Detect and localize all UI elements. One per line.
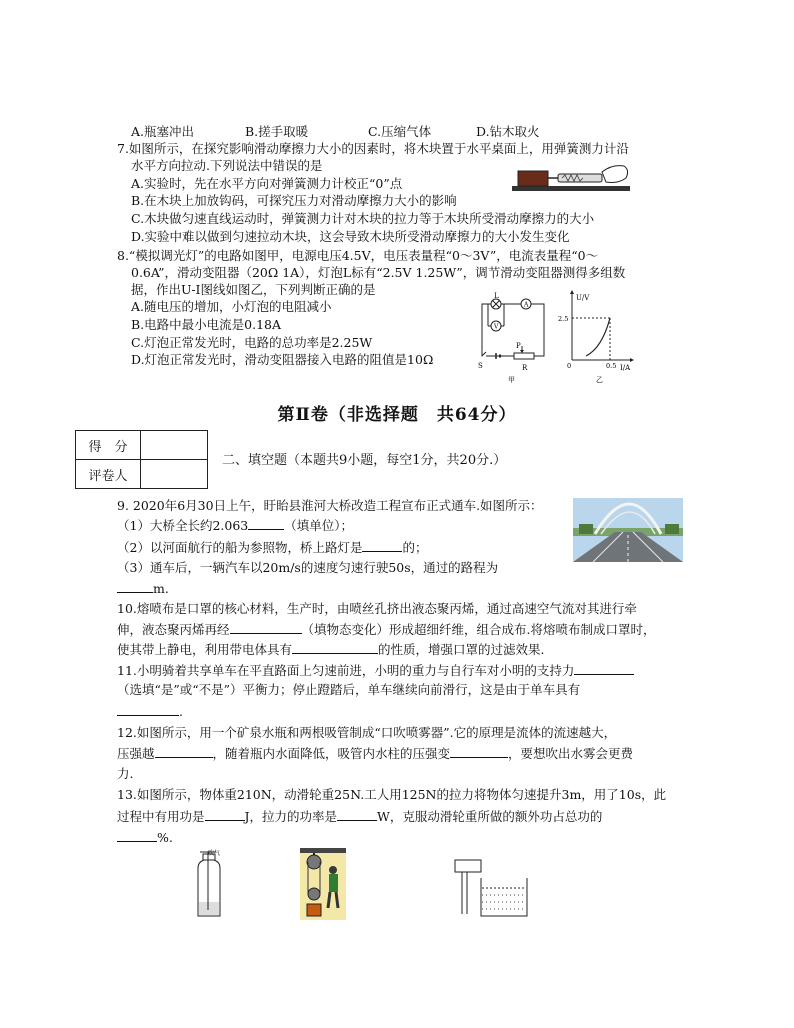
q13-line2 [117, 808, 602, 825]
q9-unit-m: m. [153, 581, 169, 596]
q12-line2-text: 压强越 [117, 746, 155, 761]
q6-option-c: C.压缩气体 [368, 124, 432, 139]
q9-part3-answer [117, 580, 169, 597]
q7-stem: 7.如图所示，在探究影响滑动摩擦力大小的因素时，将木块置于水平桌面上，用弹簧测力计沿 [117, 141, 629, 156]
q13-blank-work[interactable] [205, 808, 245, 821]
q11-line1 [117, 662, 634, 679]
tube-water-figure [449, 848, 529, 920]
q9-part1-text: （1）大桥全长约2.063 [117, 518, 249, 533]
q9-part2-text: （2）以河面航行的船为参照物，桥上路灯是 [117, 540, 363, 555]
q10-blank-property[interactable] [292, 641, 378, 654]
ui-graph-yi [558, 290, 634, 384]
q10-line1: 10.熔喷布是口罩的核心材料，生产时，由喷丝孔挤出液态聚丙烯，通过高速空气流对其进行牵 [117, 601, 637, 616]
q8-figure [474, 290, 634, 386]
q7-stem-cont: 水平方向拉动.下列说法中错误的是 [131, 158, 323, 173]
q9-part2-tail: 的； [402, 540, 428, 555]
q9-part1 [117, 517, 353, 534]
q8-stem-cont2: 据，作出U-I图线如图乙，下列判断正确的是 [131, 282, 376, 297]
label-V: V [494, 323, 499, 331]
q12-line3: 力. [117, 766, 134, 781]
q9-blank-distance[interactable] [117, 580, 153, 593]
q7-option-a: A.实验时，先在水平方向对弹簧测力计校正“0”点 [131, 176, 403, 191]
q12-line1: 12.如图所示，用一个矿泉水瓶和两根吸管制成“口吹喷雾器”.它的原理是流体的流速越大， [117, 725, 617, 740]
q7-option-c: C.木块做匀速直线运动时，弹簧测力计对木块的拉力等于木块所受滑动摩擦力的大小 [131, 211, 595, 226]
tick-2-5: 2.5 [558, 315, 569, 323]
q10-line3-text: 使其带上静电，利用带电体具有 [117, 642, 293, 657]
q11-blank-balance[interactable] [574, 662, 634, 675]
label-A: A [524, 301, 529, 309]
label-L: L [494, 292, 499, 300]
q8-option-c: C.灯泡正常发光时，电路的总功率是2.25W [131, 335, 373, 350]
q12-blank-change[interactable] [450, 745, 508, 758]
movable-pulley [308, 888, 320, 900]
pulley-worker-figure [300, 848, 346, 920]
grader-cell [141, 460, 208, 489]
q13-line3 [117, 829, 173, 846]
part-two-title: 第Ⅱ卷（非选择题 共64分） [277, 405, 517, 425]
q9-blank-motion[interactable] [362, 539, 402, 552]
label-S: S [478, 362, 483, 370]
tick-0-5: 0.5 [606, 362, 617, 370]
hand-icon [602, 166, 628, 183]
q10-line3-tail: 的性质，增强口罩的过滤效果. [378, 642, 545, 657]
q8-option-b: B.电路中最小电流是0.18A [131, 317, 282, 332]
q10-blank-state-change[interactable] [230, 621, 302, 634]
score-table [75, 430, 208, 489]
q11-line2: （选填“是”或“不是”）平衡力；停止蹬踏后，单车继续向前滑行，这是由于单车具有 [117, 682, 581, 697]
label-R: R [522, 364, 528, 372]
table-surface [512, 186, 630, 191]
sprayer-bottle-figure [186, 848, 236, 920]
q9-part3: （3）通车后，一辆汽车以20m/s的速度匀速行驶50s，通过的路程为 [117, 560, 499, 575]
q9-stem: 9. 2020年6月30日上午，盱眙县淮河大桥改造工程宣布正式通车.如图所示： [117, 498, 543, 513]
q10-line2 [117, 621, 656, 638]
q12-line2-mid: ，随着瓶内水面降低，吸管内水柱的压强变 [212, 746, 451, 761]
q11-line3-period: . [179, 704, 183, 719]
label-jia: 甲 [508, 376, 515, 384]
axis-label-u: U/V [576, 294, 590, 302]
q10-line2-tail: （填物态变化）形成超细纤维，组合成布.将熔喷布制成口罩时， [301, 622, 656, 637]
q7-option-d: D.实验中难以做到匀速拉动木块，这会导致木块所受滑动摩擦力的大小发生变化 [131, 229, 570, 244]
q13-line2-tail: W，克服动滑轮重所做的额外功占总功的 [377, 809, 603, 824]
q11-line1-text: 11.小明骑着共享单车在平直路面上匀速前进，小明的重力与自行车对小明的支持力 [117, 663, 575, 678]
label-yi: 乙 [596, 376, 603, 384]
q13-line2-mid: J，拉力的功率是 [244, 809, 338, 824]
q6-option-a: A.瓶塞冲出 [131, 124, 195, 139]
q10-line3 [117, 641, 545, 658]
q13-blank-percent[interactable] [117, 829, 157, 842]
q13-percent-sign: %. [157, 830, 173, 845]
tick-zero: 0 [567, 362, 572, 370]
circuit-diagram-jia [478, 292, 544, 384]
q13-line1: 13.如图所示，物体重210N，动滑轮重25N.工人用125N的拉力将物体匀速提升3m，用了10s，此 [117, 787, 667, 802]
q8-option-d: D.灯泡正常发光时，滑动变阻器接入电路的阻值是10Ω [131, 352, 434, 367]
q10-line2-text: 伸，液态聚丙烯再经 [117, 622, 230, 637]
q11-blank-inertia[interactable] [117, 703, 179, 716]
q6-option-b: B.搓手取暖 [245, 124, 309, 139]
q9-part1-tail: （填单位）； [284, 518, 354, 533]
q6-option-d: D.钻木取火 [476, 124, 540, 139]
q8-stem: 8.“模拟调光灯”的电路如图甲，电源电压4.5V，电压表量程“0～3V”，电流表量程“0～ [117, 248, 599, 263]
q8-stem-cont1: 0.6A”，滑动变阻器（20Ω 1A），灯泡L标有“2.5V 1.25W”，调节滑动变阻器测得多组数 [131, 265, 626, 280]
rheostat-icon [514, 353, 534, 359]
score-label: 得 分 [76, 431, 141, 460]
q13-line2-text: 过程中有用功是 [117, 809, 205, 824]
section-two-heading: 二、填空题（本题共9小题，每空1分，共20分.） [222, 453, 507, 468]
fixed-pulley [307, 855, 321, 869]
q12-line2 [117, 745, 633, 762]
grader-label: 评卷人 [76, 460, 141, 489]
q7-spring-scale-figure [512, 160, 630, 192]
load-block [307, 904, 321, 916]
q12-line2-tail: ，要想吹出水雾会更费 [508, 746, 634, 761]
q7-option-b: B.在木块上加放钩码，可探究压力对滑动摩擦力大小的影响 [131, 193, 457, 208]
ui-curve [586, 318, 610, 356]
q9-part2 [117, 539, 427, 556]
axis-label-i: I/A [620, 364, 631, 372]
q11-line3 [117, 703, 183, 720]
q9-blank-unit[interactable] [248, 517, 284, 530]
q8-option-a: A.随电压的增加，小灯泡的电阻减小 [131, 299, 332, 314]
label-P: P [516, 342, 521, 350]
wood-block [518, 171, 548, 186]
blow-label: 吹气 [208, 850, 221, 857]
q13-blank-power[interactable] [337, 808, 377, 821]
q12-blank-pressure[interactable] [155, 745, 213, 758]
bridge-photo [573, 498, 683, 562]
score-cell [141, 431, 208, 460]
